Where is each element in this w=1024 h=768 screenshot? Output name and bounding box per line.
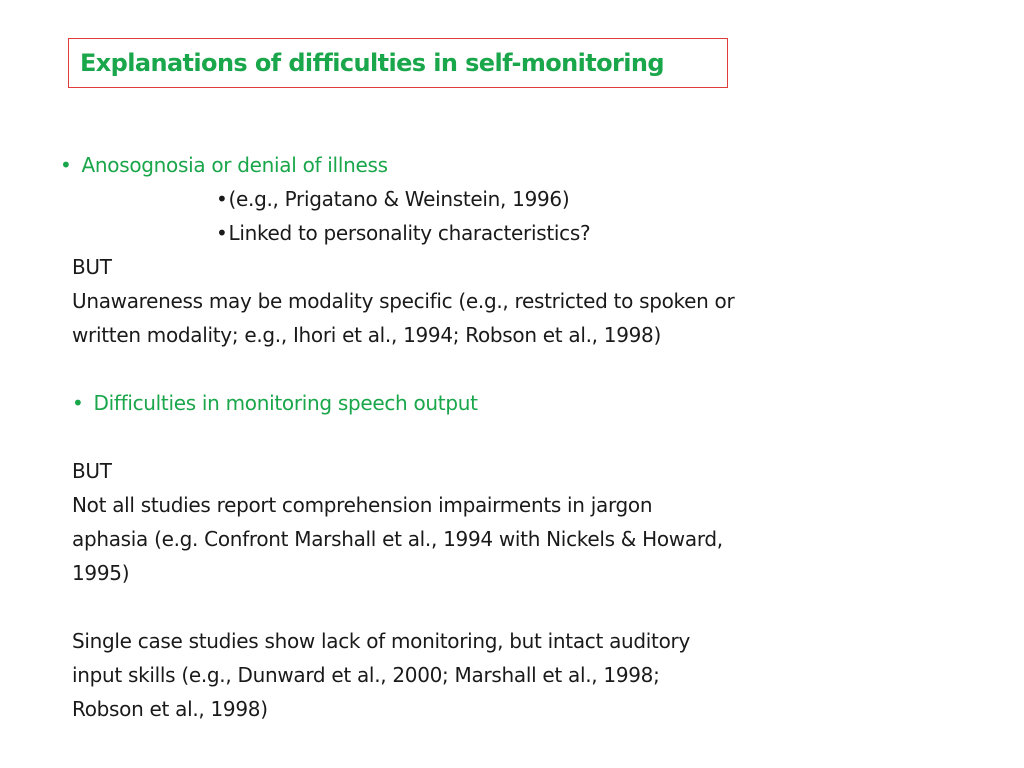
bullet-icon: • (72, 391, 84, 415)
section3-text-line-3: Robson et al., 1998) (72, 697, 268, 721)
section1-heading: Anosognosia or denial of illness (81, 153, 388, 177)
sub-item-text: Linked to personality characteristics? (228, 221, 591, 245)
section2-text-line-3: 1995) (72, 561, 130, 585)
section3-text-line-1: Single case studies show lack of monitoring, but intact auditory (72, 629, 690, 653)
section2-heading-line (72, 386, 478, 420)
section1-heading-line (60, 148, 388, 182)
section2-text-line-2: aphasia (e.g. Confront Marshall et al., 1994 with Nickels & Howard, (72, 527, 723, 551)
section2-heading: Difficulties in monitoring speech output (93, 391, 478, 415)
slide-title: Explanations of difficulties in self-monitoring (80, 49, 664, 77)
section1-sub-item-2 (216, 216, 590, 250)
section2-but-label: BUT (72, 459, 112, 483)
section1-sub-item-1 (216, 182, 569, 216)
section3-text-line-2: input skills (e.g., Dunward et al., 2000; Marshall et al., 1998; (72, 663, 660, 687)
sub-item-text: (e.g., Prigatano & Weinstein, 1996) (228, 187, 570, 211)
section1-but-label: BUT (72, 255, 112, 279)
title-box (68, 38, 728, 88)
bullet-icon: • (216, 187, 228, 211)
section2-text-line-1: Not all studies report comprehension impairments in jargon (72, 493, 653, 517)
bullet-icon: • (216, 221, 228, 245)
section1-text-line-2: written modality; e.g., Ihori et al., 1994; Robson et al., 1998) (72, 323, 661, 347)
section1-text-line-1: Unawareness may be modality specific (e.g., restricted to spoken or (72, 289, 735, 313)
bullet-icon: • (60, 153, 72, 177)
